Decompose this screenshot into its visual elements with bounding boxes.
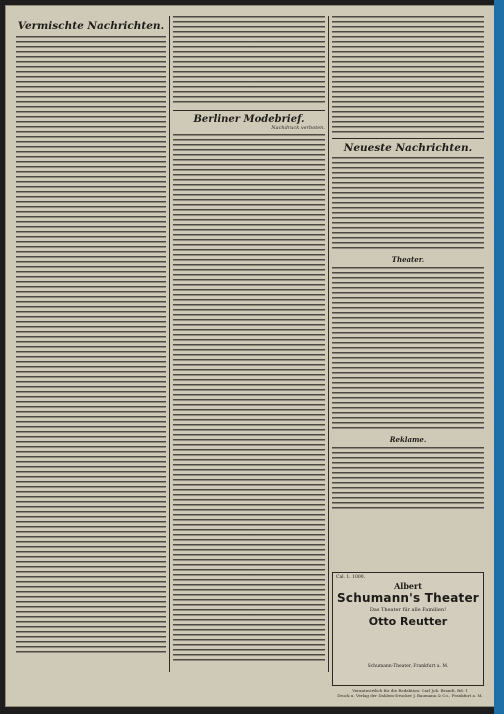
left-column	[16, 16, 166, 666]
theater-text	[332, 267, 484, 432]
section-rule	[173, 110, 325, 111]
right-column-news-text	[332, 157, 484, 252]
middle-column-text	[173, 134, 325, 664]
newspaper-page	[6, 6, 494, 706]
middle-column-heading: Berliner Modebrief.	[193, 114, 305, 125]
ad-name-first: Albert	[394, 581, 422, 591]
right-column	[332, 16, 484, 656]
reklame-heading: Reklame.	[389, 435, 427, 444]
ad-footer-line: Schumann-Theater, Frankfurt a. M.	[367, 664, 449, 669]
left-column-text	[16, 36, 166, 656]
right-column-top-text	[332, 16, 484, 134]
left-column-heading: Vermischte Nachrichten.	[17, 20, 165, 32]
publisher-line-2: Druck u. Verlag der Dahlem-Drucker J. Baumann & Co., Frankfurt a. M.	[337, 693, 483, 698]
ad-guest: Otto Reutter	[368, 615, 448, 628]
right-column-heading: Neueste Nachrichten.	[343, 142, 473, 154]
column-divider	[169, 16, 170, 672]
middle-column-top-text	[173, 16, 325, 106]
ad-details	[339, 632, 477, 660]
ad-tagline: Das Theater für alle Familien!	[369, 607, 447, 613]
byline: Nachdruck verboten.	[271, 125, 325, 131]
ad-top-line: Cal. 1. 1000.	[336, 575, 366, 580]
theater-heading: Theater.	[391, 255, 425, 264]
publisher-line-1: Verantwortlich für die Redaktion: Carl Joh. Brandt, Bd. 1	[352, 688, 468, 693]
reklame-text	[332, 447, 484, 511]
theater-advertisement	[332, 572, 484, 686]
scan-edge	[494, 0, 504, 714]
section-rule	[332, 138, 484, 139]
publisher-footer	[332, 688, 488, 698]
ad-name-main: Schumann's Theater	[337, 591, 479, 605]
middle-column	[173, 16, 325, 666]
column-divider	[328, 16, 329, 672]
